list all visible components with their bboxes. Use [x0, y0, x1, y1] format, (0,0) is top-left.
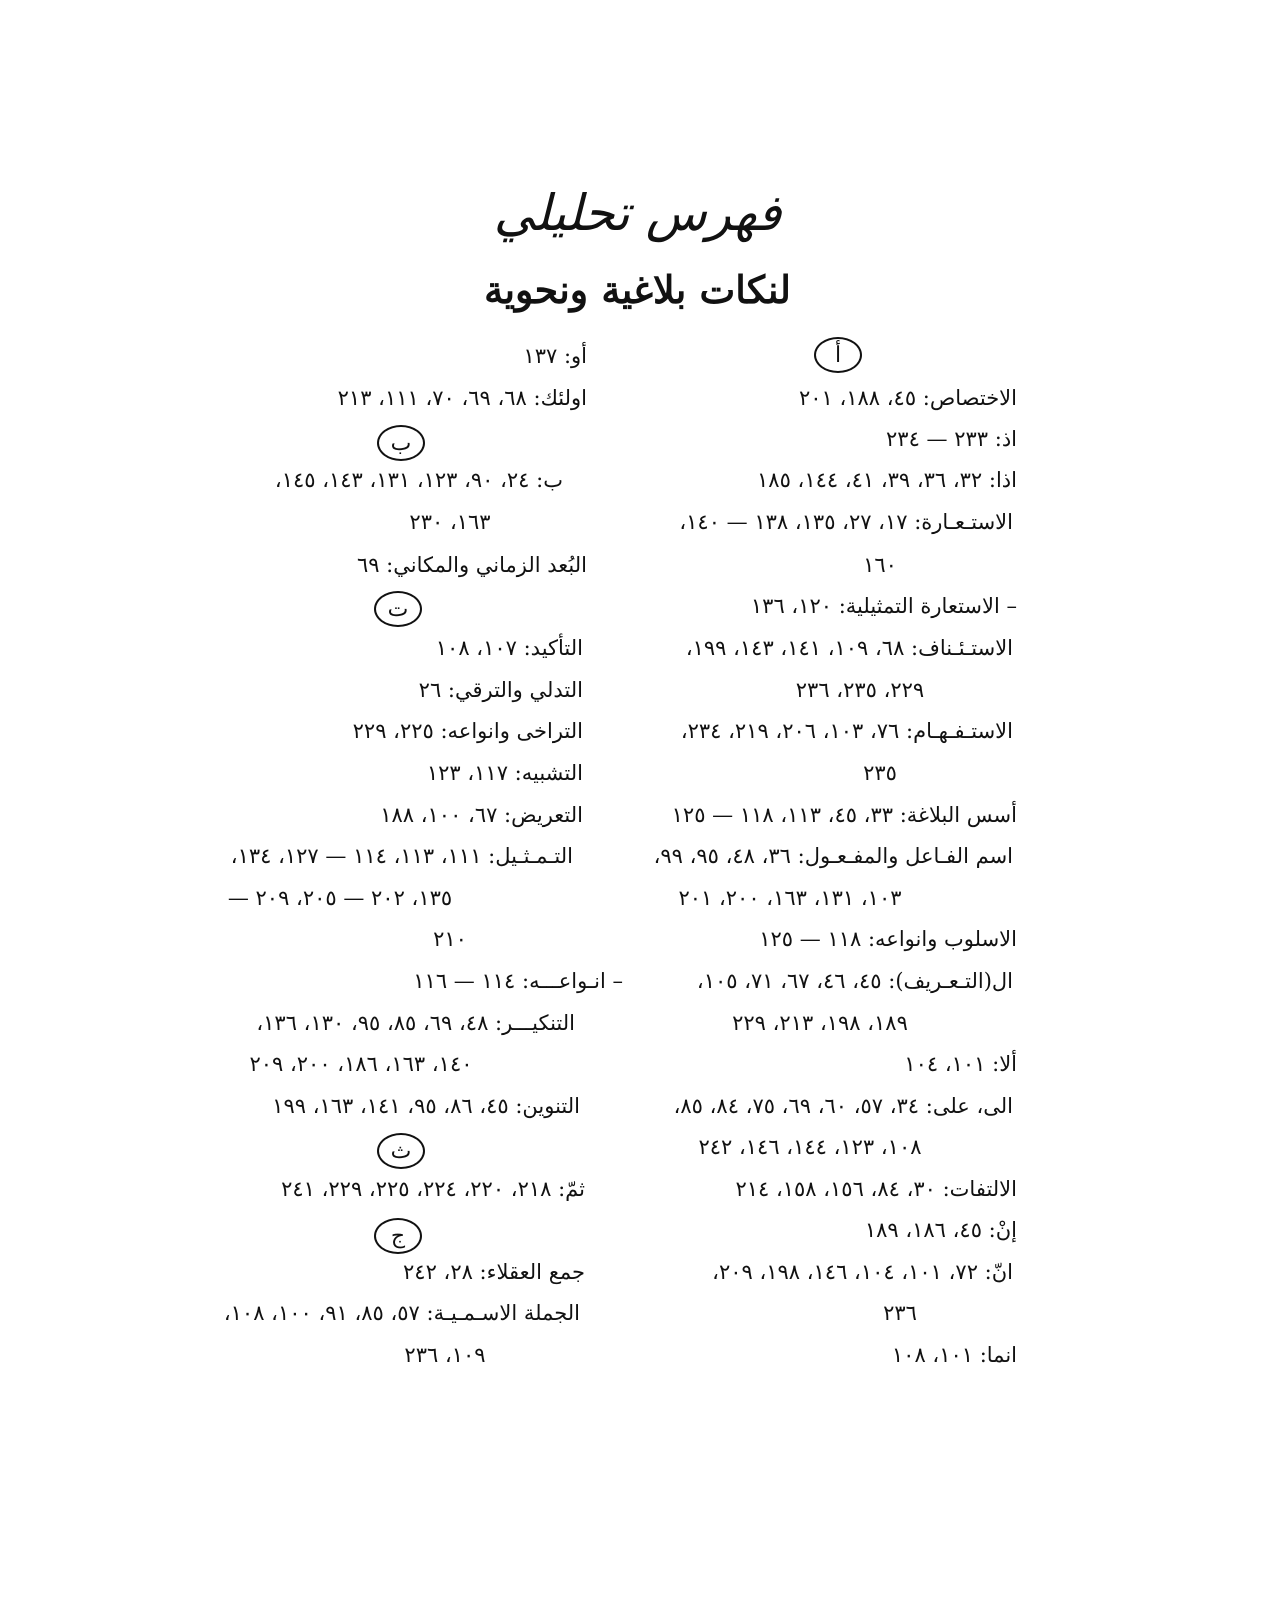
- index-entry: الاستـئـناف: ٦٨، ١٠٩، ١٤١، ١٤٣، ١٩٩،: [685, 636, 1013, 660]
- index-entry: ألا: ١٠١، ١٠٤: [904, 1052, 1017, 1076]
- index-entry-continuation: ١٠٣، ١٣١، ١٦٣، ٢٠٠، ٢٠١: [678, 886, 902, 910]
- index-entry: الاختصاص: ٤٥، ١٨٨، ٢٠١: [798, 386, 1017, 410]
- index-entry-continuation: ٢٣٥: [863, 761, 897, 785]
- index-entry: انما: ١٠١، ١٠٨: [891, 1343, 1017, 1367]
- index-entry: أو: ١٣٧: [523, 344, 587, 368]
- index-entry: الى، على: ٣٤، ٥٧، ٦٠، ٦٩، ٧٥، ٨٤، ٨٥،: [673, 1094, 1013, 1118]
- section-letter-ba: ب: [377, 425, 425, 461]
- index-entry-continuation: ١٤٠، ١٦٣، ١٨٦، ٢٠٠، ٢٠٩: [249, 1052, 473, 1076]
- index-entry-continuation: ٢١٠: [433, 927, 467, 951]
- index-entry: التدلي والترقي: ٢٦: [418, 678, 583, 702]
- index-entry: التعريض: ٦٧، ١٠٠، ١٨٨: [380, 803, 583, 827]
- index-entry: التأكيد: ١٠٧، ١٠٨: [435, 636, 583, 660]
- index-entry: التنوين: ٤٥، ٨٦، ٩٥، ١٤١، ١٦٣، ١٩٩: [272, 1094, 580, 1118]
- index-entry-continuation: ٢٢٩، ٢٣٥، ٢٣٦: [795, 678, 925, 702]
- index-entry: – انـواعـــه: ١١٤ — ١١٦: [413, 969, 623, 993]
- index-entry: ال(التـعـريف): ٤٥، ٤٦، ٦٧، ٧١، ١٠٥،: [696, 969, 1013, 993]
- index-entry: اسم الفـاعل والمفـعـول: ٣٦، ٤٨، ٩٥، ٩٩،: [653, 844, 1013, 868]
- index-entry: انّ: ٧٢، ١٠١، ١٠٤، ١٤٦، ١٩٨، ٢٠٩،: [712, 1260, 1013, 1284]
- index-entry-continuation: ١٦٠: [863, 553, 897, 577]
- index-entry: جمع العقلاء: ٢٨، ٢٤٢: [403, 1260, 585, 1284]
- index-entry: الجملة الاسـمـيـة: ٥٧، ٨٥، ٩١، ١٠٠، ١٠٨،: [223, 1301, 580, 1325]
- section-letter-tha: ث: [377, 1133, 425, 1169]
- index-entry: اولئك: ٦٨، ٦٩، ٧٠، ١١١، ٢١٣: [337, 386, 587, 410]
- index-entry: أسس البلاغة: ٣٣، ٤٥، ١١٣، ١١٨ — ١٢٥: [671, 803, 1017, 827]
- index-entry-continuation: ١٨٩، ١٩٨، ٢١٣، ٢٢٩: [732, 1011, 908, 1035]
- index-entry: التراخى وانواعه: ٢٢٥، ٢٢٩: [352, 719, 583, 743]
- index-entry: الاستـفـهـام: ٧٦، ١٠٣، ٢٠٦، ٢١٩، ٢٣٤،: [680, 719, 1013, 743]
- index-entry: البُعد الزماني والمكاني: ٦٩: [356, 553, 587, 577]
- index-entry-continuation: ١٣٥، ٢٠٢ — ٢٠٥، ٢٠٩ —: [227, 886, 453, 910]
- index-entry: التـمـثـيل: ١١١، ١١٣، ١١٤ — ١٢٧، ١٣٤،: [230, 844, 573, 868]
- index-entry: الاسلوب وانواعه: ١١٨ — ١٢٥: [759, 927, 1017, 951]
- index-entry: التشبيه: ١١٧، ١٢٣: [426, 761, 583, 785]
- index-entry: إنْ: ٤٥، ١٨٦، ١٨٩: [864, 1218, 1017, 1242]
- index-entry: اذا: ٣٢، ٣٦، ٣٩، ٤١، ١٤٤، ١٨٥: [757, 468, 1017, 492]
- index-entry: – الاستعارة التمثيلية: ١٢٠، ١٣٦: [750, 594, 1017, 618]
- index-entry-continuation: ١٠٨، ١٢٣، ١٤٤، ١٤٦، ٢٤٢: [698, 1135, 922, 1159]
- index-entry-continuation: ٢٣٦: [883, 1301, 917, 1325]
- index-entry: ب: ٢٤، ٩٠، ١٢٣، ١٣١، ١٤٣، ١٤٥،: [274, 468, 563, 492]
- section-letter-alif: أ: [814, 337, 862, 373]
- index-entry-continuation: ١٠٩، ٢٣٦: [404, 1343, 486, 1367]
- index-entry: التنكيـــر: ٤٨، ٦٩، ٨٥، ٩٥، ١٣٠، ١٣٦،: [256, 1011, 575, 1035]
- index-entry: الاستـعـارة: ١٧، ٢٧، ١٣٥، ١٣٨ — ١٤٠،: [679, 510, 1013, 534]
- page-subtitle: لنكات بلاغية ونحوية: [484, 267, 791, 312]
- index-entry: ثمّ: ٢١٨، ٢٢٠، ٢٢٤، ٢٢٥، ٢٢٩، ٢٤١: [281, 1177, 585, 1201]
- index-entry: الالتفات: ٣٠، ٨٤، ١٥٦، ١٥٨، ٢١٤: [735, 1177, 1017, 1201]
- index-entry-continuation: ١٦٣، ٢٣٠: [409, 510, 491, 534]
- section-letter-jim: ج: [374, 1218, 422, 1254]
- section-letter-ta: ت: [374, 591, 422, 627]
- page-title: فهرس تحليلي: [493, 184, 782, 242]
- index-entry: اذ: ٢٣٣ — ٢٣٤: [886, 427, 1017, 451]
